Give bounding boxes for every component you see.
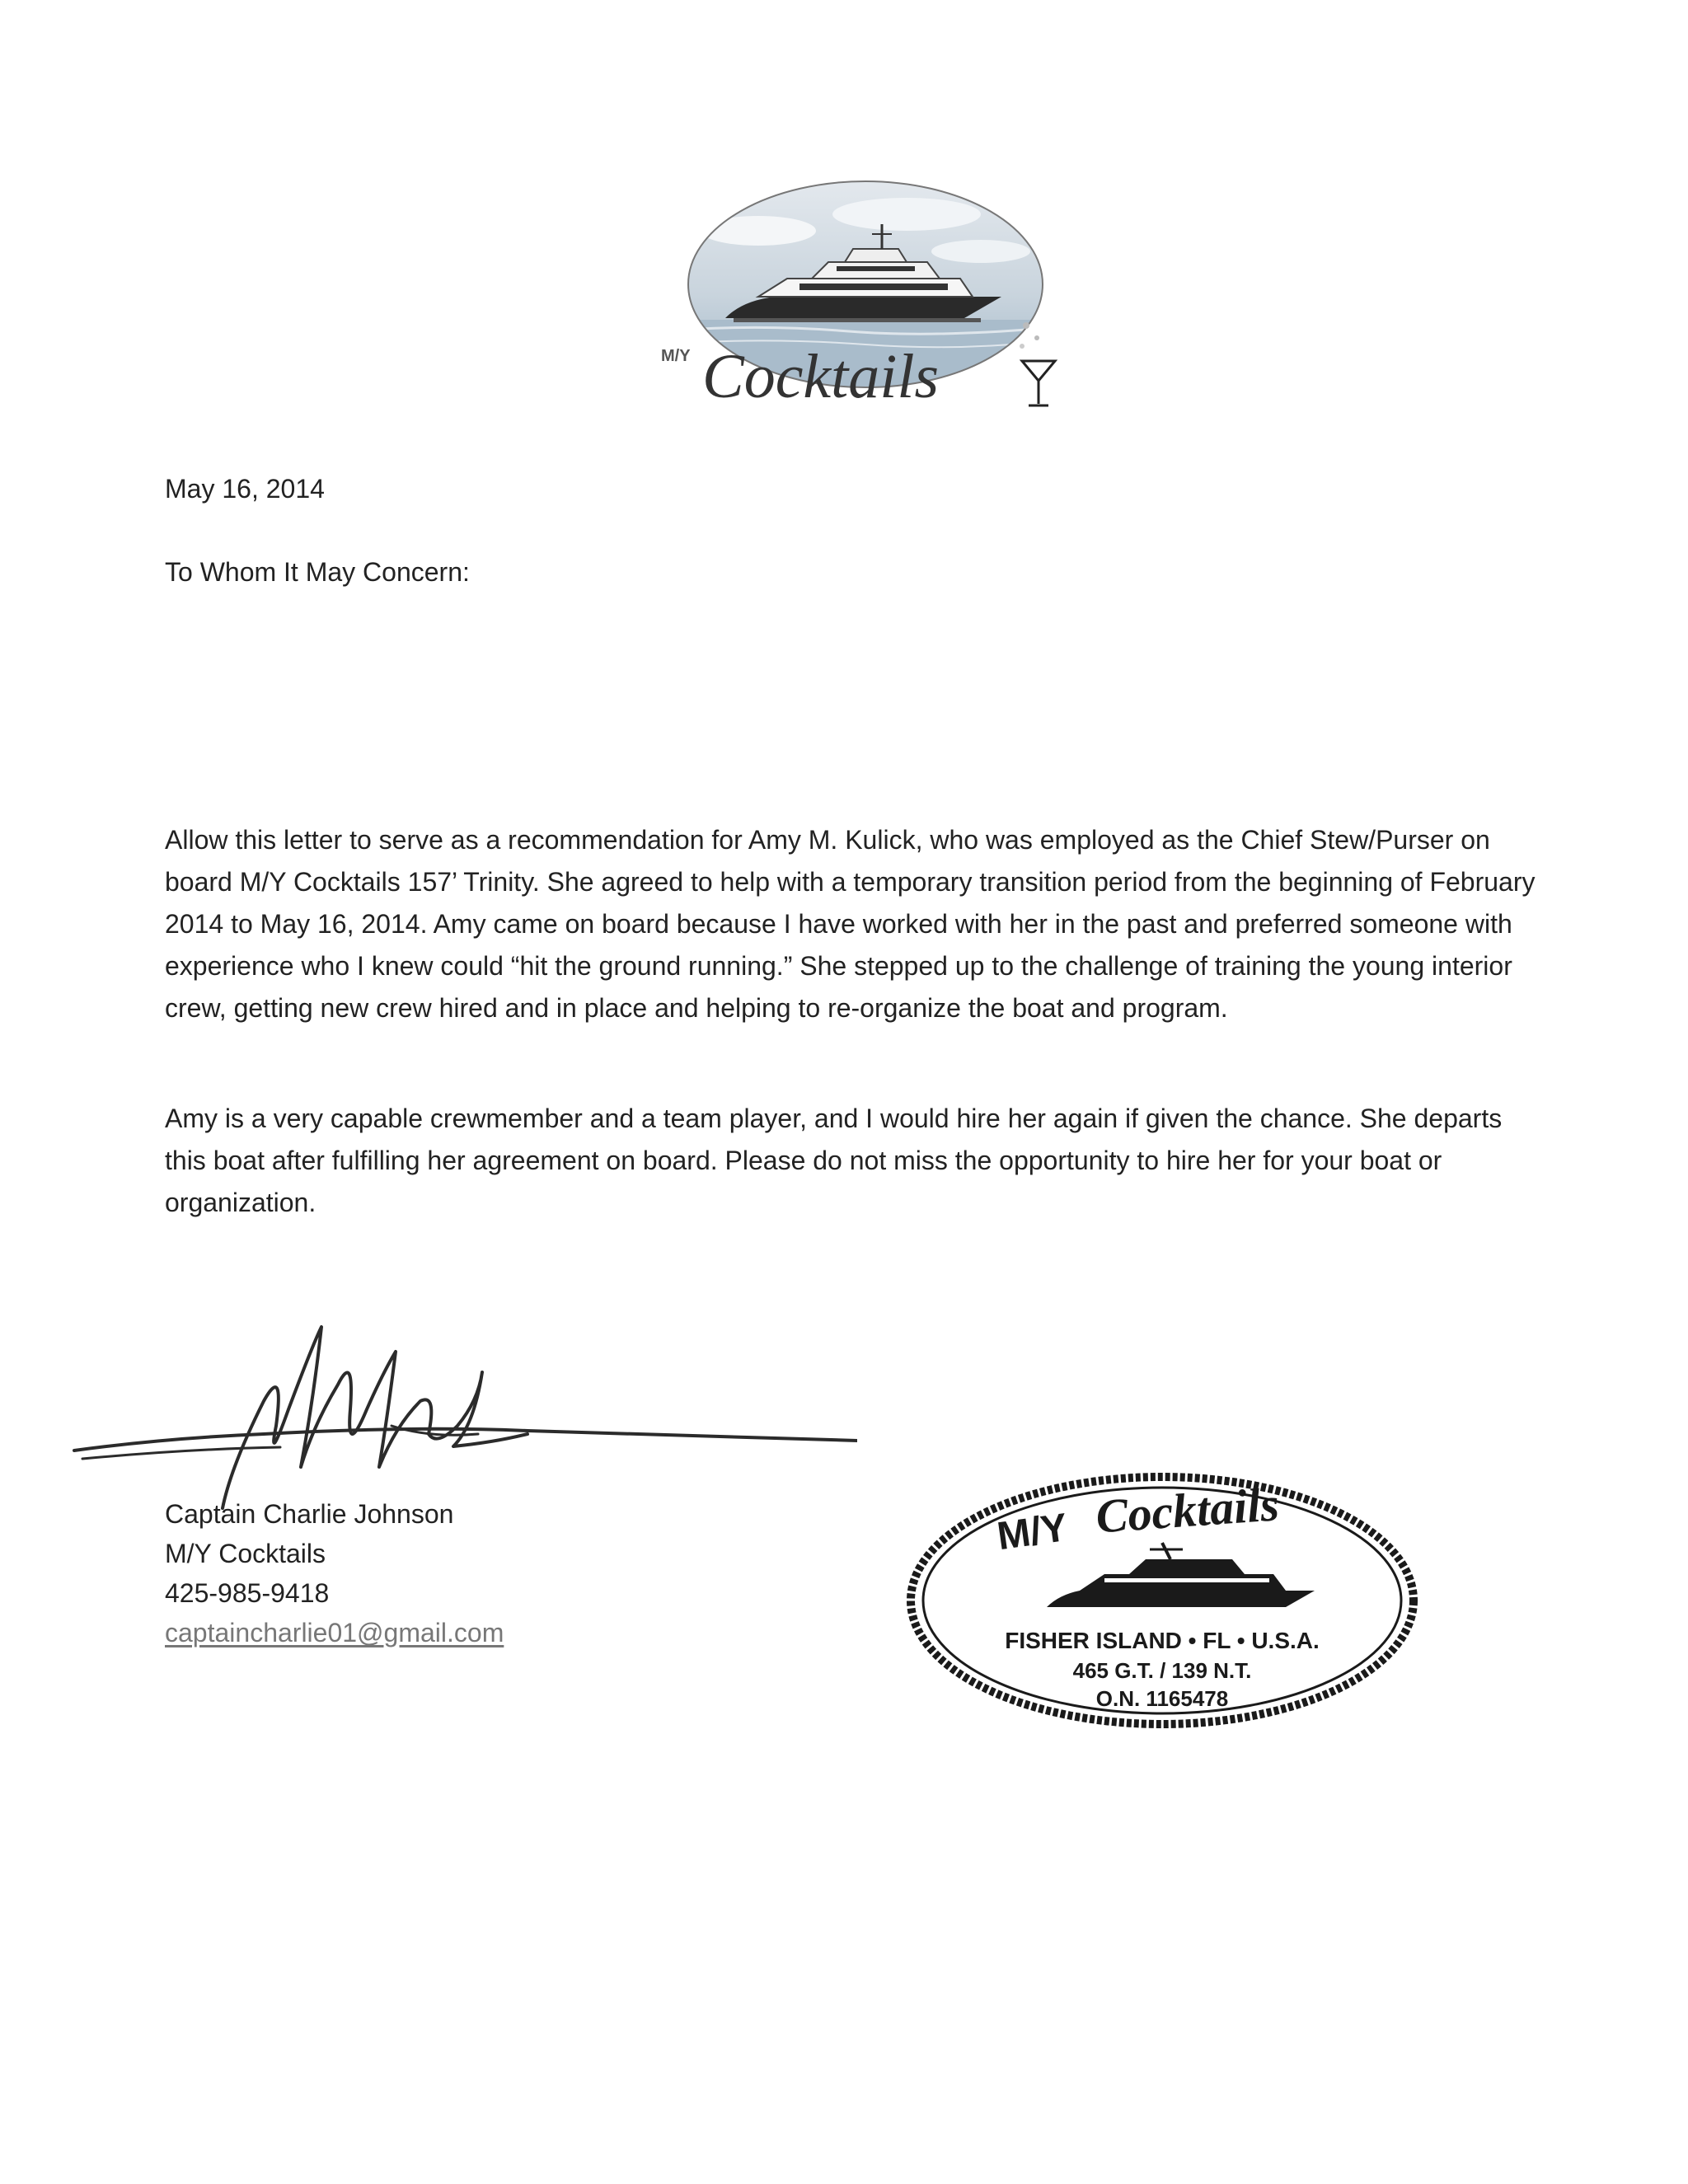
signer-name: Captain Charlie Johnson	[165, 1499, 454, 1529]
letterhead-logo	[635, 173, 1063, 420]
signer-phone: 425-985-9418	[165, 1578, 330, 1608]
stamp-official-number: O.N. 1165478	[1095, 1686, 1229, 1711]
signature-block	[165, 1494, 504, 1652]
body-paragraph-1: Allow this letter to serve as a recommendation for Amy M. Kulick, who was employed as the Chief Stew/Purser on board M/Y Cocktails 157’ Trinity. She agreed to help with a temporary transition period from the beginning of February 2014 to May 16, 2014. Amy came on board because I have worked with her in the past and preferred someone with experience who I knew could “hit the ground running.” She stepped up to the challenge of training the young interior crew, getting new crew hired and in place and helping to re-organize the boat and program.	[165, 825, 1536, 1023]
stamp-location: FISHER ISLAND • FL • U.S.A.	[1005, 1628, 1320, 1653]
salutation: To Whom It May Concern:	[165, 557, 470, 587]
stamp-tonnage: 465 G.T. / 139 N.T.	[1072, 1658, 1252, 1683]
stamp-name: Cocktails	[1094, 1477, 1281, 1544]
signer-vessel: M/Y Cocktails	[165, 1539, 326, 1568]
vessel-stamp	[898, 1467, 1426, 1735]
stamp-prefix: M/Y	[994, 1505, 1071, 1559]
signer-email-link[interactable]: captaincharlie01@gmail.com	[165, 1618, 504, 1647]
logo-name: Cocktails	[702, 342, 940, 411]
stamp-yacht-icon	[1047, 1543, 1315, 1607]
martini-glass-icon	[1022, 361, 1055, 405]
handwritten-signature	[66, 1302, 857, 1516]
logo-prefix: M/Y	[661, 347, 691, 365]
body-paragraph-2: Amy is a very capable crewmember and a team player, and I would hire her again if given the chance. She departs this boat after fulfilling her agreement on board. Please do not miss the opportunity to hire her for your boat or organization.	[165, 1104, 1503, 1217]
letter-date: May 16, 2014	[165, 474, 325, 504]
